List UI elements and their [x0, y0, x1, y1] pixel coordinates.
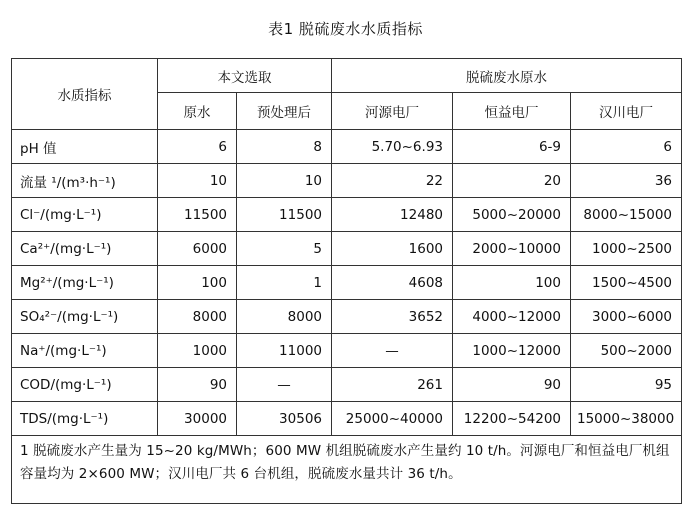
table-title: 表1 脱硫废水水质指标: [268, 20, 423, 38]
table-cell: 90: [158, 368, 237, 402]
row-label: SO₄²⁻/(mg·L⁻¹): [12, 300, 158, 334]
table-row: [12, 334, 682, 368]
table-cell: 15000~38000: [571, 402, 682, 436]
header-col: 原水: [158, 93, 237, 130]
table-cell: 1000: [158, 334, 237, 368]
table-cell: 3652: [332, 300, 453, 334]
table-cell: 12200~54200: [453, 402, 571, 436]
table-row: [12, 130, 682, 164]
table-cell: 1000~2500: [571, 232, 682, 266]
table-row: [12, 300, 682, 334]
table-cell: 5: [237, 232, 332, 266]
table-cell: 36: [571, 164, 682, 198]
row-label: Ca²⁺/(mg·L⁻¹): [12, 232, 158, 266]
table-cell: 20: [453, 164, 571, 198]
table-row: [12, 164, 682, 198]
table-cell: 100: [453, 266, 571, 300]
table-cell: 10: [237, 164, 332, 198]
table-cell: 3000~6000: [571, 300, 682, 334]
table-cell: 22: [332, 164, 453, 198]
row-label: COD/(mg·L⁻¹): [12, 368, 158, 402]
table-cell: 30506: [237, 402, 332, 436]
row-label: TDS/(mg·L⁻¹): [12, 402, 158, 436]
table-cell: 100: [158, 266, 237, 300]
table-cell: 1: [237, 266, 332, 300]
table-cell: 10: [158, 164, 237, 198]
table-cell: 8000: [237, 300, 332, 334]
table-cell: 6000: [158, 232, 237, 266]
table-cell: 4608: [332, 266, 453, 300]
table-row: [12, 198, 682, 232]
table-cell: 6: [571, 130, 682, 164]
header-col: 预处理后: [237, 93, 332, 130]
header-col: 恒益电厂: [453, 93, 571, 130]
table-cell: 90: [453, 368, 571, 402]
table-note: 1 脱硫废水产生量为 15~20 kg/MWh；600 MW 机组脱硫废水产生量约 10 t/h。河源电厂和恒益电厂机组容量均为 2×600 MW；汉川电厂共 6 台机组，脱硫废水量共计 36 t/h。: [12, 436, 682, 504]
note-row: [12, 436, 682, 504]
table-cell: 1600: [332, 232, 453, 266]
table-row: [12, 232, 682, 266]
table-cell: —: [332, 334, 453, 368]
table-cell: 1500~4500: [571, 266, 682, 300]
table-cell: 2000~10000: [453, 232, 571, 266]
table-cell: 11500: [237, 198, 332, 232]
table-cell: 5000~20000: [453, 198, 571, 232]
row-label: 流量 ¹/(m³·h⁻¹): [12, 164, 158, 198]
table-cell: 6-9: [453, 130, 571, 164]
water-quality-table: [11, 58, 682, 504]
table-cell: 30000: [158, 402, 237, 436]
table-cell: 4000~12000: [453, 300, 571, 334]
table-cell: 1000~12000: [453, 334, 571, 368]
table-row: [12, 266, 682, 300]
table-cell: 12480: [332, 198, 453, 232]
row-label: Mg²⁺/(mg·L⁻¹): [12, 266, 158, 300]
header-group-raw: 脱硫废水原水: [332, 59, 682, 93]
table-cell: 261: [332, 368, 453, 402]
table-cell: 8: [237, 130, 332, 164]
header-row-1: [12, 59, 682, 93]
table-cell: 11000: [237, 334, 332, 368]
table-body: [12, 130, 682, 436]
header-indicator: 水质指标: [12, 59, 158, 130]
row-label: Na⁺/(mg·L⁻¹): [12, 334, 158, 368]
header-col: 汉川电厂: [571, 93, 682, 130]
table-cell: 11500: [158, 198, 237, 232]
header-col: 河源电厂: [332, 93, 453, 130]
table-cell: 8000: [158, 300, 237, 334]
table-cell: 25000~40000: [332, 402, 453, 436]
table-cell: 8000~15000: [571, 198, 682, 232]
table-cell: —: [237, 368, 332, 402]
row-label: Cl⁻/(mg·L⁻¹): [12, 198, 158, 232]
table-row: [12, 368, 682, 402]
table-cell: 5.70~6.93: [332, 130, 453, 164]
table-cell: 6: [158, 130, 237, 164]
table-row: [12, 402, 682, 436]
header-group-selected: 本文选取: [158, 59, 332, 93]
table-cell: 95: [571, 368, 682, 402]
table-cell: 500~2000: [571, 334, 682, 368]
row-label: pH 值: [12, 130, 158, 164]
